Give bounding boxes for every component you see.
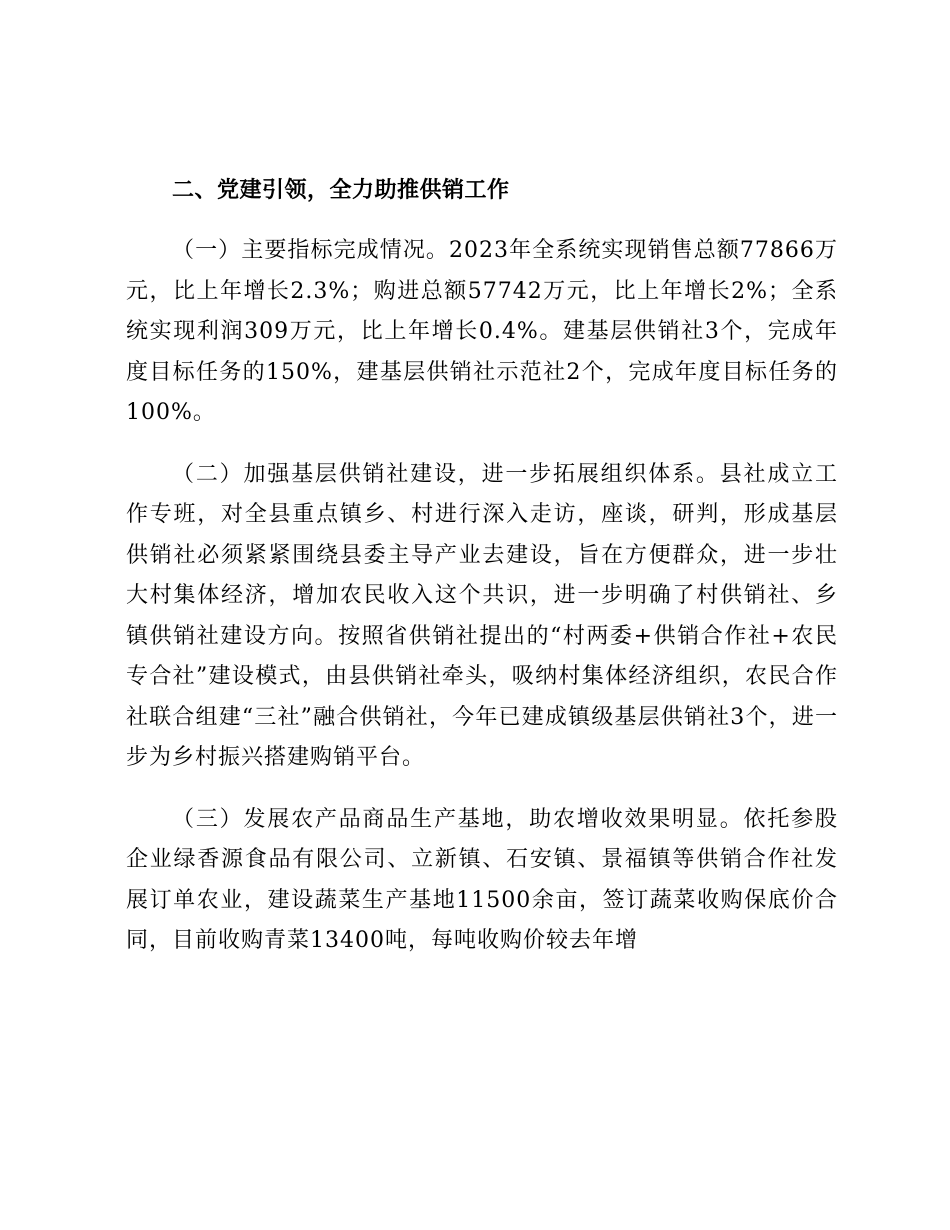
paragraph-lead: （一）主要指标完成情况。 [172, 238, 450, 263]
paragraph-grassroots-coop [126, 455, 838, 779]
paragraph-lead: （三）发展农产品商品生产基地，助农增收效果明显。 [172, 806, 744, 832]
paragraph-lead: （二）加强基层供销社建设，进一步拓展组织体系。 [172, 461, 720, 487]
paragraph-text: 县社成立工作专班，对全县重点镇乡、村进行深入走访，座谈，研判，形成基层供销社必须紧紧围绕县委主导产业去建设，旨在方便群众，进一步壮大村集体经济，增加农民收入这个共识，进一步明确了村供销社、乡镇供销社建设方向。按照省供销社提出的“村两委+供销合作社+农民专合社”建设模式，由县供销社牵头，吸纳村集体经济组织，农民合作社联合组建“三社”融合供销社，今年已建成镇级基层供销社3个，进一步为乡村振兴搭建购销平台。 [126, 461, 838, 770]
paragraph-text: 2023年全系统实现销售总额77866万元，比上年增长2.3%；购进总额57742万元，比上年增长2%；全系统实现利润309万元，比上年增长0.4%。建基层供销社3个，完成年度目标任务的150%，建基层供销社示范社2个，完成年度目标任务的100%。 [126, 238, 838, 425]
paragraph-text: 依托参股企业绿香源食品有限公司、立新镇、石安镇、景福镇等供销合作社发展订单农业，建设蔬菜生产基地11500余亩，签订蔬菜收购保底价合同，目前收购青菜13400吨，每吨收购价较去年增 [126, 806, 838, 953]
paragraph-main-indicators [126, 231, 838, 434]
section-heading: 二、党建引领，全力助推供销工作 [172, 178, 510, 203]
paragraph-production-base [126, 800, 838, 962]
document-body [126, 172, 838, 983]
